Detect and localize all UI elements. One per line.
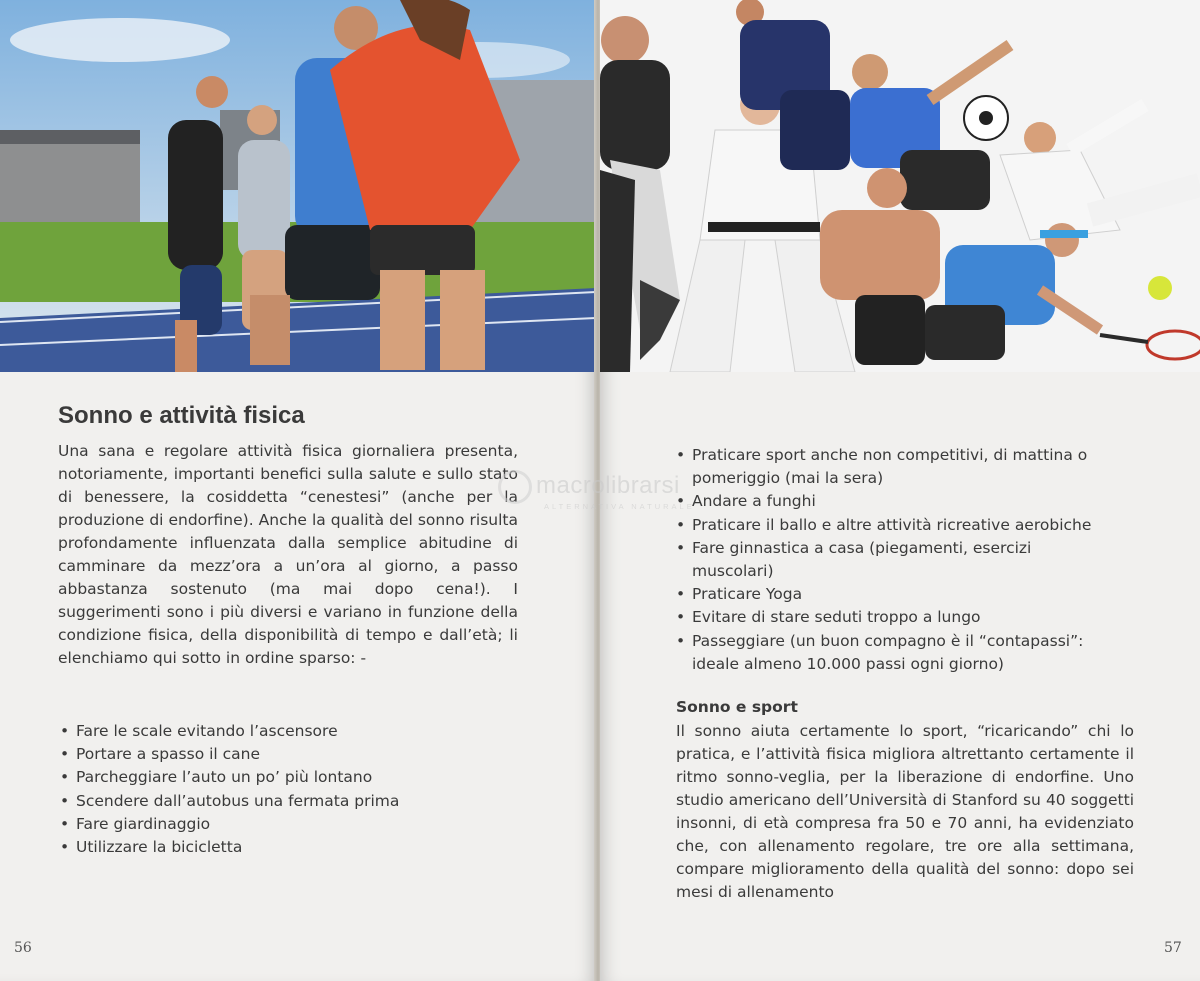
list-item: • Portare a spasso il cane: [60, 743, 530, 766]
list-item: • Praticare sport anche non competitivi, di mattina o pomeriggio (mai la sera): [676, 444, 1106, 490]
section-title: Sonno e attività fisica: [58, 402, 305, 429]
page-number-left: 56: [14, 940, 32, 956]
activity-list-left: [60, 720, 530, 859]
sleep-sport-paragraph: Il sonno aiuta certamente lo sport, “ricaricando” chi lo pratica, e l’attività fisica migliora altrettanto certamente il ritmo sonno-veglia, per la liberazione di endorfine. Uno studio americano dell’Università di Stanford su 40 soggetti insonni, di età compresa fra 50 e 70 anni, ha evidenziato che, con allenamento regolare, tre ore alla settimana, compare miglioramento della qualità del sonno: dopo sei mesi di allenamento: [676, 722, 1134, 901]
activity-list-right: [676, 444, 1106, 676]
left-page: [0, 0, 596, 981]
subsection-title: Sonno e sport: [676, 698, 798, 716]
runners-photo: [0, 0, 596, 372]
intro-paragraph: Una sana e regolare attività fisica giornaliera presenta, notoriamente, importanti benefici sulla salute e sullo stato di benessere, la cosiddetta “cenestesi” (anche per la produzione di endorfine). Anche la qualità del sonno risulta profondamente influenzata dalla semplice abitudine di camminare da mezz’ora a un’ora al giorno, a passo abbastanza sostenuto (ma mai dopo cena!). I suggerimenti sono i più diversi e variano in funzione della condizione fisica, della disponibilità di tempo e dall’età; li elenchiamo qui sotto in ordine sparso: -: [58, 442, 518, 667]
list-item: • Passeggiare (un buon compagno è il “contapassi”: ideale almeno 10.000 passi ogni giorno): [676, 630, 1106, 676]
list-item: • Utilizzare la bicicletta: [60, 836, 530, 859]
list-item: • Praticare Yoga: [676, 583, 1106, 606]
list-item: • Fare le scale evitando l’ascensore: [60, 720, 530, 743]
list-item: • Praticare il ballo e altre attività ricreative aerobiche: [676, 514, 1106, 537]
list-item: • Parcheggiare l’auto un po’ più lontano: [60, 766, 530, 789]
list-item: • Scendere dall’autobus una fermata prima: [60, 790, 530, 813]
list-item: • Andare a funghi: [676, 490, 1106, 513]
watermark-brand: macrolibrarsi: [536, 472, 680, 499]
right-page: [600, 0, 1200, 981]
list-item: • Evitare di stare seduti troppo a lungo: [676, 606, 1106, 629]
sports-collage-photo: [600, 0, 1200, 372]
watermark-tagline: ALTERNATIVA NATURALE: [544, 502, 695, 511]
list-item: • Fare giardinaggio: [60, 813, 530, 836]
list-item: • Fare ginnastica a casa (piegamenti, esercizi muscolari): [676, 537, 1106, 583]
page-number-right: 57: [1164, 940, 1182, 956]
